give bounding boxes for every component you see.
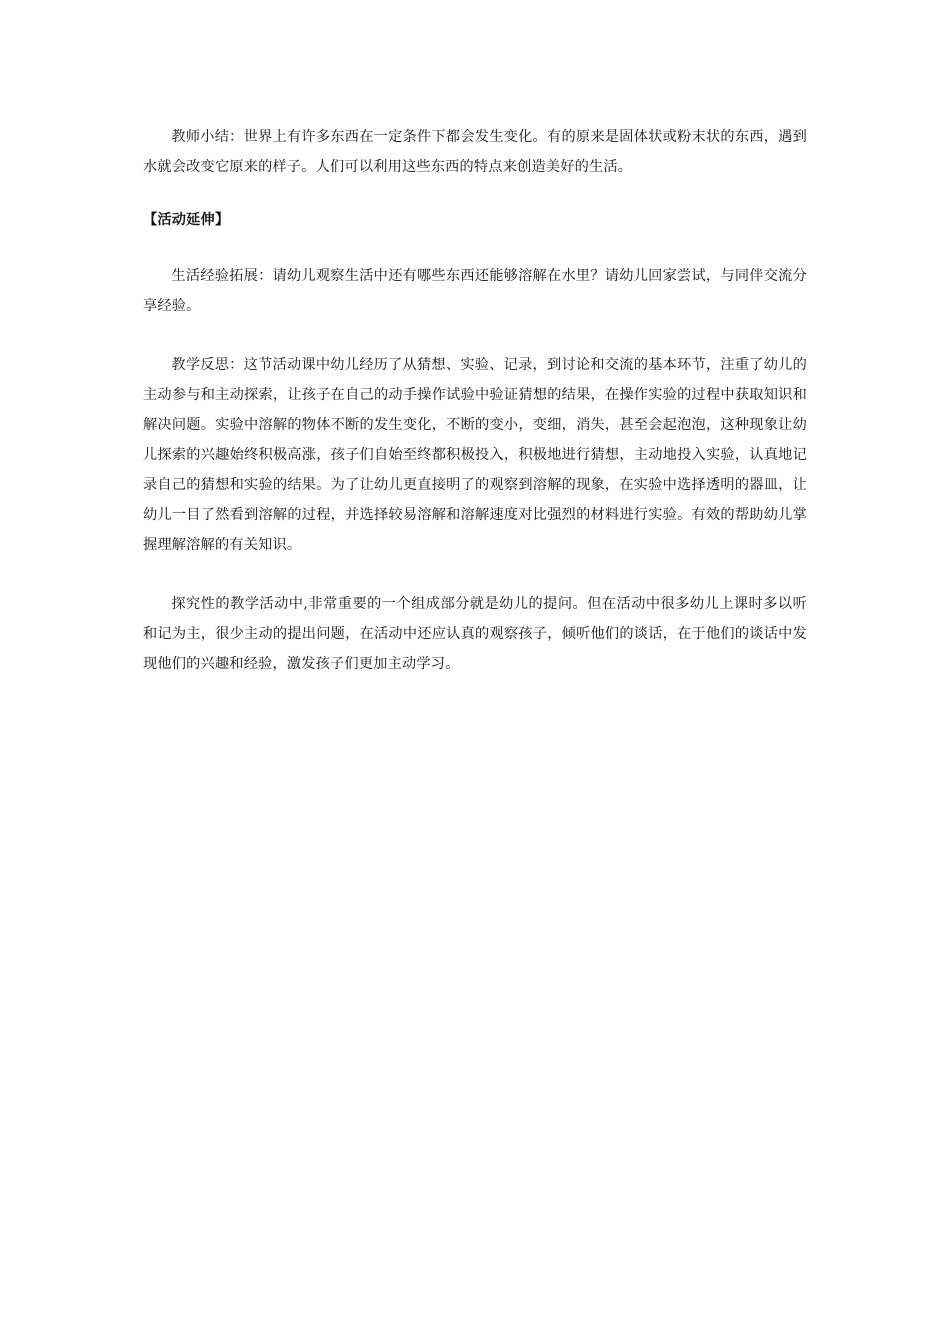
teaching-reflection-paragraph: 教学反思：这节活动课中幼儿经历了从猜想、实验、记录，到讨论和交流的基本环节，注重了幼儿的主动参与和主动探索，让孩子在自己的动手操作试验中验证猜想的结果，在操作实验的过程中获取知识和解决问题。实验中溶解的物体不断的发生变化，不断的变小，变细，消失，甚至会起泡泡，这种现象让幼儿探索的兴趣始终积极高涨，孩子们自始至终都积极投入，积极地进行猜想，主动地投入实验，认真地记录自己的猜想和实验的结果。为了让幼儿更直接明了的观察到溶解的现象，在实验中选择透明的器皿，让幼儿一目了然看到溶解的过程，并选择较易溶解和溶解速度对比强烈的材料进行实验。有效的帮助幼儿掌握理解溶解的有关知识。 [143,357,807,553]
teacher-summary-paragraph: 教师小结：世界上有许多东西在一定条件下都会发生变化。有的原来是固体状或粉末状的东西，遇到水就会改变它原来的样子。人们可以利用这些东西的特点来创造美好的生活。 [143,129,807,175]
activity-extension-heading: 【活动延伸】 [143,212,230,228]
document-body [143,122,807,679]
life-experience-paragraph: 生活经验拓展：请幼儿观察生活中还有哪些东西还能够溶解在水里？请幼儿回家尝试，与同伴交流分享经验。 [143,268,807,314]
inquiry-teaching-paragraph: 探究性的教学活动中,非常重要的一个组成部分就是幼儿的提问。但在活动中很多幼儿上课时多以听和记为主，很少主动的提出问题，在活动中还应认真的观察孩子，倾听他们的谈话，在于他们的谈话中发现他们的兴趣和经验，激发孩子们更加主动学习。 [143,596,807,672]
